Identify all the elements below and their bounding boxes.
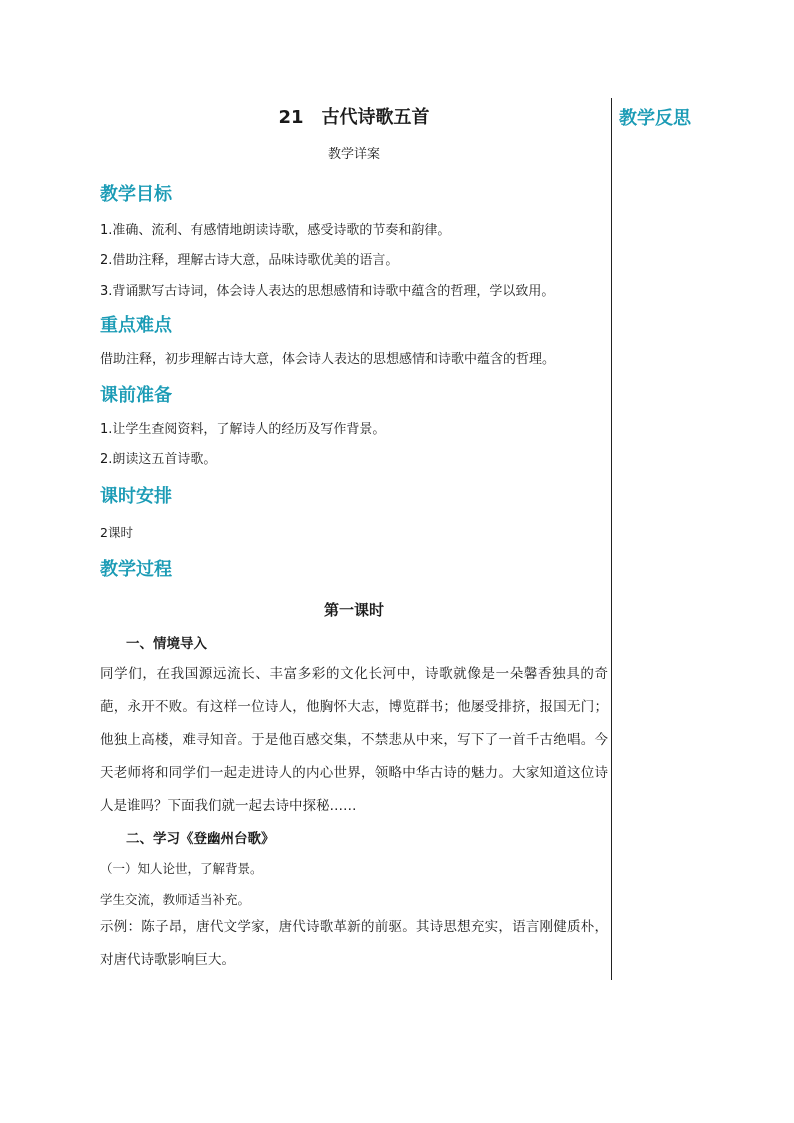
preparation-item-1: 1.让学生查阅资料，了解诗人的经历及写作背景。 — [100, 422, 386, 437]
document-subtitle: 教学详案 — [327, 147, 380, 162]
sub-1-line: 学生交流，教师适当补充。 — [100, 892, 251, 907]
reflection-heading: 教学反思 — [619, 108, 691, 129]
goal-item-3: 3.背诵默写古诗词，体会诗人表达的思想感情和诗歌中蕴含的哲理，学以致用。 — [100, 284, 555, 299]
lesson-title-text: 古代诗歌五首 — [321, 107, 430, 128]
first-lesson-title: 第一课时 — [323, 601, 384, 619]
lesson-number: 21 — [278, 107, 304, 128]
column-divider — [611, 98, 612, 980]
sub-1-heading: （一）知人论世，了解背景。 — [100, 861, 263, 876]
main-column — [100, 100, 608, 977]
preparation-heading: 课前准备 — [100, 385, 172, 406]
document-title — [100, 106, 608, 130]
step-1-text: 同学们，在我国源远流长、丰富多彩的文化长河中，诗歌就像是一朵馨香独具的奇葩，永开不败。有这样一位诗人，他胸怀大志，博览群书；他屡受排挤，报国无门；他独上高楼，难寻知音。于是他百感交集，不禁悲从中来，写下了一首千古绝唱。今天老师将和同学们一起走进诗人的内心世界，领略中华古诗的魅力。大家知道这位诗人是谁吗？下面我们就一起去诗中探秘…… — [100, 666, 608, 814]
goal-item-1: 1.准确、流利、有感情地朗读诗歌，感受诗歌的节奏和韵律。 — [100, 223, 451, 238]
key-points-text: 借助注释，初步理解古诗大意，体会诗人表达的思想感情和诗歌中蕴含的哲理。 — [100, 352, 556, 367]
step-1-heading: 一、情境导入 — [126, 636, 207, 652]
key-points-heading: 重点难点 — [100, 315, 172, 336]
preparation-item-2: 2.朗读这五首诗歌。 — [100, 452, 217, 467]
sub-1-example: 示例：陈子昂，唐代文学家，唐代诗歌革新的前驱。其诗思想充实，语言刚健质朴，对唐代诗歌影响巨大。 — [100, 919, 608, 968]
goal-item-2: 2.借助注释，理解古诗大意，品味诗歌优美的语言。 — [100, 253, 399, 268]
process-heading: 教学过程 — [100, 559, 172, 580]
schedule-text: 2课时 — [100, 525, 133, 540]
goals-heading: 教学目标 — [100, 184, 172, 205]
schedule-heading: 课时安排 — [100, 486, 172, 507]
step-2-heading: 二、学习《登幽州台歌》 — [126, 831, 275, 847]
